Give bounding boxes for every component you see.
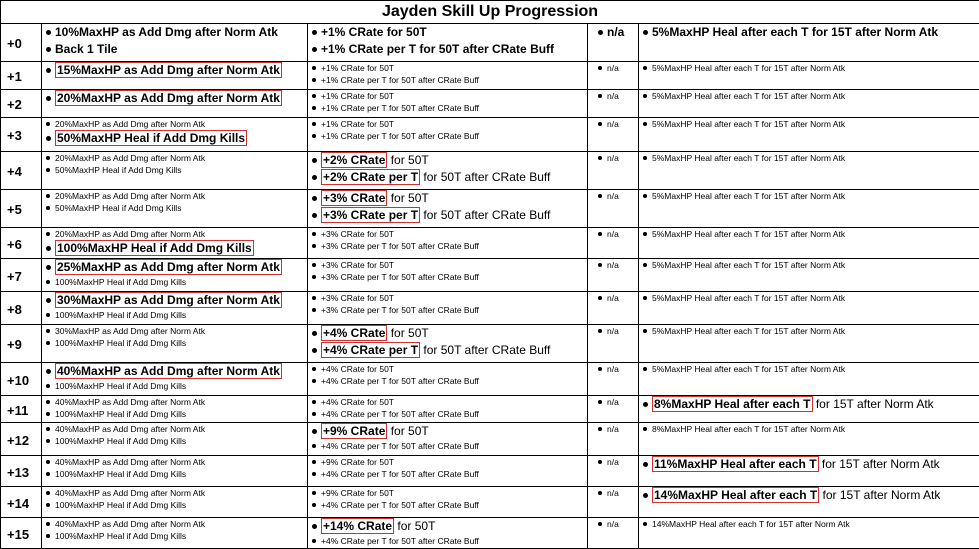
highlighted-change: 25%MaxHP as Add Dmg after Norm Atk (55, 259, 282, 275)
level-cell: +3 (1, 118, 42, 152)
bullet-line (594, 152, 638, 164)
effect-dmg-heal-cell (42, 118, 308, 152)
bullet-text: 5%MaxHP Heal after each T for 15T after Norm Atk (652, 91, 845, 101)
highlighted-change: 11%MaxHP Heal after each T (652, 456, 819, 472)
bullet-text: for 50T (387, 326, 428, 340)
bullet-text: for 15T after Norm Atk (819, 488, 940, 502)
bullet-line (308, 304, 587, 316)
effect-heal-over-time-cell (639, 487, 979, 518)
bullet-text: 5%MaxHP Heal after each T for 15T after Norm Atk (652, 191, 845, 201)
bullet-line (308, 468, 587, 480)
level-cell: +2 (1, 90, 42, 118)
bullet-line (42, 62, 307, 79)
bullet-text: 30%MaxHP as Add Dmg after Norm Atk (55, 326, 205, 336)
bullet-text: +4% CRate for 50T (321, 397, 394, 407)
effect-crate-cell (308, 190, 588, 228)
effect-other-cell (588, 118, 639, 152)
bullet-line (308, 90, 587, 102)
bullet-text: n/a (607, 326, 619, 336)
bullet-text: 40%MaxHP as Add Dmg after Norm Atk (55, 424, 205, 434)
bullet-text: 100%MaxHP Heal if Add Dmg Kills (55, 469, 186, 479)
bullet-line (639, 363, 979, 375)
level-cell: +11 (1, 396, 42, 423)
table-row (1, 396, 979, 423)
bullet-line (42, 164, 307, 176)
bullet-text: 14%MaxHP Heal after each T for 15T after Norm Atk (652, 519, 850, 529)
effect-crate-cell (308, 62, 588, 90)
bullet-line (308, 363, 587, 375)
bullet-text: n/a (607, 397, 619, 407)
highlighted-change: 8%MaxHP Heal after each T (652, 396, 813, 412)
effect-dmg-heal-cell (42, 62, 308, 90)
highlighted-change: 20%MaxHP as Add Dmg after Norm Atk (55, 90, 282, 106)
bullet-line (639, 228, 979, 240)
bullet-text: 5%MaxHP Heal after each T for 15T after Norm Atk (652, 63, 845, 73)
bullet-line (308, 342, 587, 359)
level-cell: +5 (1, 190, 42, 228)
effect-crate-cell (308, 24, 588, 62)
highlighted-change: 14%MaxHP Heal after each T (652, 487, 819, 503)
bullet-line (42, 228, 307, 240)
bullet-text: +4% CRate per T for 50T after CRate Buff (321, 376, 479, 386)
bullet-line (639, 423, 979, 435)
bullet-line (594, 118, 638, 130)
table-row (1, 118, 979, 152)
bullet-text: 40%MaxHP as Add Dmg after Norm Atk (55, 519, 205, 529)
effect-crate-cell (308, 518, 588, 549)
bullet-text: +4% CRate per T for 50T after CRate Buff (321, 441, 479, 451)
bullet-line (594, 456, 638, 468)
bullet-line (639, 118, 979, 130)
level-cell: +15 (1, 518, 42, 549)
effect-dmg-heal-cell (42, 259, 308, 292)
bullet-line (308, 259, 587, 271)
bullet-text: n/a (607, 424, 619, 434)
bullet-line (594, 90, 638, 102)
highlighted-change: 30%MaxHP as Add Dmg after Norm Atk (55, 292, 282, 308)
bullet-line (308, 130, 587, 142)
bullet-line (42, 499, 307, 511)
bullet-text: 20%MaxHP as Add Dmg after Norm Atk (55, 119, 205, 129)
bullet-text: n/a (607, 153, 619, 163)
highlighted-change: +4% CRate per T (321, 342, 420, 358)
bullet-text: for 50T (394, 519, 435, 533)
bullet-line (594, 423, 638, 435)
bullet-text: n/a (607, 25, 624, 39)
bullet-line (42, 408, 307, 420)
bullet-text: 5%MaxHP Heal after each T for 15T after Norm Atk (652, 364, 845, 374)
effect-dmg-heal-cell (42, 152, 308, 190)
bullet-line (308, 118, 587, 130)
effect-heal-over-time-cell (639, 396, 979, 423)
table-row (1, 518, 979, 549)
bullet-text: +4% CRate per T for 50T after CRate Buff (321, 409, 479, 419)
effect-crate-cell (308, 456, 588, 487)
bullet-line (42, 363, 307, 380)
bullet-line (42, 435, 307, 447)
effect-heal-over-time-cell (639, 24, 979, 62)
effect-heal-over-time-cell (639, 228, 979, 259)
table-row (1, 190, 979, 228)
highlighted-change: +14% CRate (321, 518, 394, 534)
bullet-text: Back 1 Tile (55, 42, 117, 56)
effect-dmg-heal-cell (42, 423, 308, 456)
effect-crate-cell (308, 396, 588, 423)
highlighted-change: 15%MaxHP as Add Dmg after Norm Atk (55, 62, 282, 78)
effect-other-cell (588, 62, 639, 90)
effect-crate-cell (308, 363, 588, 396)
bullet-text: 100%MaxHP Heal if Add Dmg Kills (55, 381, 186, 391)
highlighted-change: +4% CRate (321, 325, 387, 341)
effect-dmg-heal-cell (42, 292, 308, 325)
effect-dmg-heal-cell (42, 518, 308, 549)
effect-other-cell (588, 325, 639, 363)
bullet-text: 10%MaxHP as Add Dmg after Norm Atk (55, 25, 278, 39)
bullet-text: +1% CRate for 50T (321, 63, 394, 73)
bullet-line (42, 518, 307, 530)
effect-other-cell (588, 259, 639, 292)
bullet-text: n/a (607, 63, 619, 73)
bullet-text: 40%MaxHP as Add Dmg after Norm Atk (55, 488, 205, 498)
bullet-text: 100%MaxHP Heal if Add Dmg Kills (55, 531, 186, 541)
bullet-text: n/a (607, 293, 619, 303)
highlighted-change: +9% CRate (321, 423, 387, 439)
bullet-line (42, 337, 307, 349)
bullet-text: 5%MaxHP Heal after each T for 15T after Norm Atk (652, 153, 845, 163)
table-row (1, 325, 979, 363)
bullet-text: n/a (607, 457, 619, 467)
effect-other-cell (588, 228, 639, 259)
bullet-text: +1% CRate per T for 50T after CRate Buff (321, 42, 554, 56)
bullet-line (639, 487, 979, 504)
bullet-line (594, 24, 638, 41)
bullet-line (308, 169, 587, 186)
effect-other-cell (588, 396, 639, 423)
bullet-text: +4% CRate per T for 50T after CRate Buff (321, 536, 479, 546)
bullet-text: n/a (607, 91, 619, 101)
bullet-line (308, 325, 587, 342)
effect-other-cell (588, 363, 639, 396)
effect-crate-cell (308, 487, 588, 518)
bullet-text: 20%MaxHP as Add Dmg after Norm Atk (55, 153, 205, 163)
bullet-line (308, 152, 587, 169)
bullet-line (594, 518, 638, 530)
bullet-line (308, 292, 587, 304)
bullet-text: for 50T after CRate Buff (420, 343, 550, 357)
bullet-line (42, 259, 307, 276)
table-row (1, 24, 979, 62)
table-row (1, 292, 979, 325)
bullet-line (42, 190, 307, 202)
bullet-line (42, 487, 307, 499)
effect-dmg-heal-cell (42, 190, 308, 228)
bullet-line (639, 292, 979, 304)
bullet-line (42, 423, 307, 435)
bullet-line (42, 202, 307, 214)
bullet-line (594, 62, 638, 74)
bullet-line (42, 292, 307, 309)
effect-other-cell (588, 456, 639, 487)
bullet-line (639, 325, 979, 337)
table-row (1, 259, 979, 292)
effect-heal-over-time-cell (639, 518, 979, 549)
bullet-line (42, 118, 307, 130)
bullet-text: 100%MaxHP Heal if Add Dmg Kills (55, 277, 186, 287)
bullet-text: +4% CRate per T for 50T after CRate Buff (321, 469, 479, 479)
bullet-line (42, 152, 307, 164)
bullet-text: +3% CRate per T for 50T after CRate Buff (321, 272, 479, 282)
effect-heal-over-time-cell (639, 152, 979, 190)
table-row (1, 90, 979, 118)
bullet-text: for 50T after CRate Buff (420, 208, 550, 222)
bullet-text: for 50T (387, 424, 428, 438)
bullet-line (308, 102, 587, 114)
bullet-line (308, 62, 587, 74)
bullet-line (308, 41, 587, 58)
effect-crate-cell (308, 228, 588, 259)
bullet-line (42, 530, 307, 542)
effect-crate-cell (308, 118, 588, 152)
bullet-text: for 50T after CRate Buff (420, 170, 550, 184)
level-cell: +0 (1, 24, 42, 62)
highlighted-change: 50%MaxHP Heal if Add Dmg Kills (55, 130, 247, 146)
bullet-text: 100%MaxHP Heal if Add Dmg Kills (55, 338, 186, 348)
bullet-text: n/a (607, 191, 619, 201)
bullet-text: 5%MaxHP Heal after each T for 15T after Norm Atk (652, 260, 845, 270)
effect-heal-over-time-cell (639, 292, 979, 325)
bullet-text: 5%MaxHP Heal after each T for 15T after Norm Atk (652, 25, 938, 39)
bullet-line (594, 292, 638, 304)
effect-crate-cell (308, 292, 588, 325)
bullet-text: 20%MaxHP as Add Dmg after Norm Atk (55, 191, 205, 201)
effect-dmg-heal-cell (42, 228, 308, 259)
effect-heal-over-time-cell (639, 118, 979, 152)
bullet-line (594, 396, 638, 408)
bullet-line (42, 396, 307, 408)
highlighted-change: 40%MaxHP as Add Dmg after Norm Atk (55, 363, 282, 379)
bullet-line (308, 24, 587, 41)
bullet-text: n/a (607, 119, 619, 129)
effect-heal-over-time-cell (639, 190, 979, 228)
bullet-text: for 50T (387, 191, 428, 205)
effect-other-cell (588, 423, 639, 456)
highlighted-change: +3% CRate per T (321, 207, 420, 223)
bullet-text: 5%MaxHP Heal after each T for 15T after Norm Atk (652, 119, 845, 129)
level-cell: +13 (1, 456, 42, 487)
bullet-line (42, 130, 307, 147)
bullet-line (42, 325, 307, 337)
table-row (1, 152, 979, 190)
effect-other-cell (588, 152, 639, 190)
bullet-line (308, 190, 587, 207)
table-row (1, 456, 979, 487)
bullet-text: 40%MaxHP as Add Dmg after Norm Atk (55, 457, 205, 467)
bullet-line (308, 271, 587, 283)
bullet-line (308, 440, 587, 452)
bullet-line (42, 380, 307, 392)
bullet-line (308, 375, 587, 387)
bullet-line (42, 456, 307, 468)
table-row (1, 487, 979, 518)
effect-dmg-heal-cell (42, 396, 308, 423)
bullet-text: +1% CRate for 50T (321, 119, 394, 129)
bullet-text: +1% CRate for 50T (321, 25, 427, 39)
bullet-line (639, 396, 979, 413)
effect-crate-cell (308, 423, 588, 456)
table-title: Jayden Skill Up Progression (1, 1, 979, 24)
bullet-text: for 15T after Norm Atk (819, 457, 940, 471)
bullet-line (639, 24, 979, 41)
bullet-line (42, 240, 307, 257)
bullet-line (308, 408, 587, 420)
bullet-line (42, 468, 307, 480)
bullet-text: +3% CRate for 50T (321, 260, 394, 270)
level-cell: +7 (1, 259, 42, 292)
table-body (1, 24, 979, 549)
bullet-text: +3% CRate for 50T (321, 229, 394, 239)
table-row (1, 228, 979, 259)
effect-dmg-heal-cell (42, 325, 308, 363)
bullet-line (308, 518, 587, 535)
title-row (1, 1, 979, 24)
bullet-text: n/a (607, 260, 619, 270)
effect-crate-cell (308, 259, 588, 292)
effect-dmg-heal-cell (42, 487, 308, 518)
bullet-line (308, 228, 587, 240)
bullet-line (308, 535, 587, 547)
level-cell: +14 (1, 487, 42, 518)
level-cell: +6 (1, 228, 42, 259)
bullet-text: 100%MaxHP Heal if Add Dmg Kills (55, 436, 186, 446)
highlighted-change: +2% CRate per T (321, 169, 420, 185)
highlighted-change: +3% CRate (321, 190, 387, 206)
effect-crate-cell (308, 325, 588, 363)
bullet-line (42, 41, 307, 58)
table-row (1, 62, 979, 90)
bullet-line (639, 456, 979, 473)
bullet-text: 100%MaxHP Heal if Add Dmg Kills (55, 500, 186, 510)
bullet-line (594, 228, 638, 240)
level-cell: +4 (1, 152, 42, 190)
table-row (1, 363, 979, 396)
bullet-line (639, 518, 979, 530)
effect-dmg-heal-cell (42, 363, 308, 396)
bullet-text: +4% CRate per T for 50T after CRate Buff (321, 500, 479, 510)
effect-other-cell (588, 487, 639, 518)
bullet-line (42, 90, 307, 107)
bullet-line (594, 190, 638, 202)
bullet-line (308, 456, 587, 468)
bullet-text: +4% CRate for 50T (321, 364, 394, 374)
bullet-text: 20%MaxHP as Add Dmg after Norm Atk (55, 229, 205, 239)
bullet-line (639, 190, 979, 202)
level-cell: +1 (1, 62, 42, 90)
bullet-text: 5%MaxHP Heal after each T for 15T after Norm Atk (652, 293, 845, 303)
bullet-text: 5%MaxHP Heal after each T for 15T after Norm Atk (652, 229, 845, 239)
highlighted-change: 100%MaxHP Heal if Add Dmg Kills (55, 240, 254, 256)
bullet-text: for 50T (387, 153, 428, 167)
bullet-line (594, 259, 638, 271)
bullet-text: +9% CRate for 50T (321, 488, 394, 498)
bullet-text: +3% CRate for 50T (321, 293, 394, 303)
level-cell: +8 (1, 292, 42, 325)
effect-other-cell (588, 24, 639, 62)
effect-heal-over-time-cell (639, 62, 979, 90)
effect-dmg-heal-cell (42, 24, 308, 62)
effect-heal-over-time-cell (639, 259, 979, 292)
table-row (1, 423, 979, 456)
highlighted-change: +2% CRate (321, 152, 387, 168)
bullet-text: +1% CRate per T for 50T after CRate Buff (321, 75, 479, 85)
bullet-line (308, 423, 587, 440)
bullet-text: +1% CRate for 50T (321, 91, 394, 101)
bullet-text: 100%MaxHP Heal if Add Dmg Kills (55, 310, 186, 320)
bullet-line (308, 487, 587, 499)
bullet-text: for 15T after Norm Atk (813, 397, 934, 411)
bullet-line (594, 487, 638, 499)
bullet-text: 50%MaxHP Heal if Add Dmg Kills (55, 203, 181, 213)
effect-dmg-heal-cell (42, 90, 308, 118)
bullet-text: 8%MaxHP Heal after each T for 15T after Norm Atk (652, 424, 845, 434)
bullet-text: 5%MaxHP Heal after each T for 15T after Norm Atk (652, 326, 845, 336)
effect-heal-over-time-cell (639, 363, 979, 396)
effect-dmg-heal-cell (42, 456, 308, 487)
effect-other-cell (588, 90, 639, 118)
bullet-text: +1% CRate per T for 50T after CRate Buff (321, 103, 479, 113)
bullet-line (308, 240, 587, 252)
bullet-text: 100%MaxHP Heal if Add Dmg Kills (55, 409, 186, 419)
bullet-line (308, 74, 587, 86)
bullet-text: 50%MaxHP Heal if Add Dmg Kills (55, 165, 181, 175)
bullet-line (308, 499, 587, 511)
bullet-text: +9% CRate for 50T (321, 457, 394, 467)
bullet-text: 40%MaxHP as Add Dmg after Norm Atk (55, 397, 205, 407)
bullet-line (639, 90, 979, 102)
effect-crate-cell (308, 90, 588, 118)
bullet-text: n/a (607, 519, 619, 529)
bullet-text: n/a (607, 364, 619, 374)
bullet-text: +1% CRate per T for 50T after CRate Buff (321, 131, 479, 141)
bullet-text: n/a (607, 229, 619, 239)
level-cell: +9 (1, 325, 42, 363)
bullet-text: +3% CRate per T for 50T after CRate Buff (321, 241, 479, 251)
effect-heal-over-time-cell (639, 90, 979, 118)
bullet-line (308, 396, 587, 408)
effect-heal-over-time-cell (639, 325, 979, 363)
effect-other-cell (588, 292, 639, 325)
bullet-line (594, 363, 638, 375)
effect-heal-over-time-cell (639, 456, 979, 487)
bullet-line (42, 309, 307, 321)
effect-other-cell (588, 190, 639, 228)
bullet-line (42, 276, 307, 288)
bullet-line (639, 259, 979, 271)
bullet-line (594, 325, 638, 337)
bullet-line (42, 24, 307, 41)
level-cell: +10 (1, 363, 42, 396)
bullet-line (308, 207, 587, 224)
bullet-line (639, 152, 979, 164)
level-cell: +12 (1, 423, 42, 456)
effect-crate-cell (308, 152, 588, 190)
effect-other-cell (588, 518, 639, 549)
bullet-text: n/a (607, 488, 619, 498)
bullet-line (639, 62, 979, 74)
effect-heal-over-time-cell (639, 423, 979, 456)
bullet-text: +3% CRate per T for 50T after CRate Buff (321, 305, 479, 315)
